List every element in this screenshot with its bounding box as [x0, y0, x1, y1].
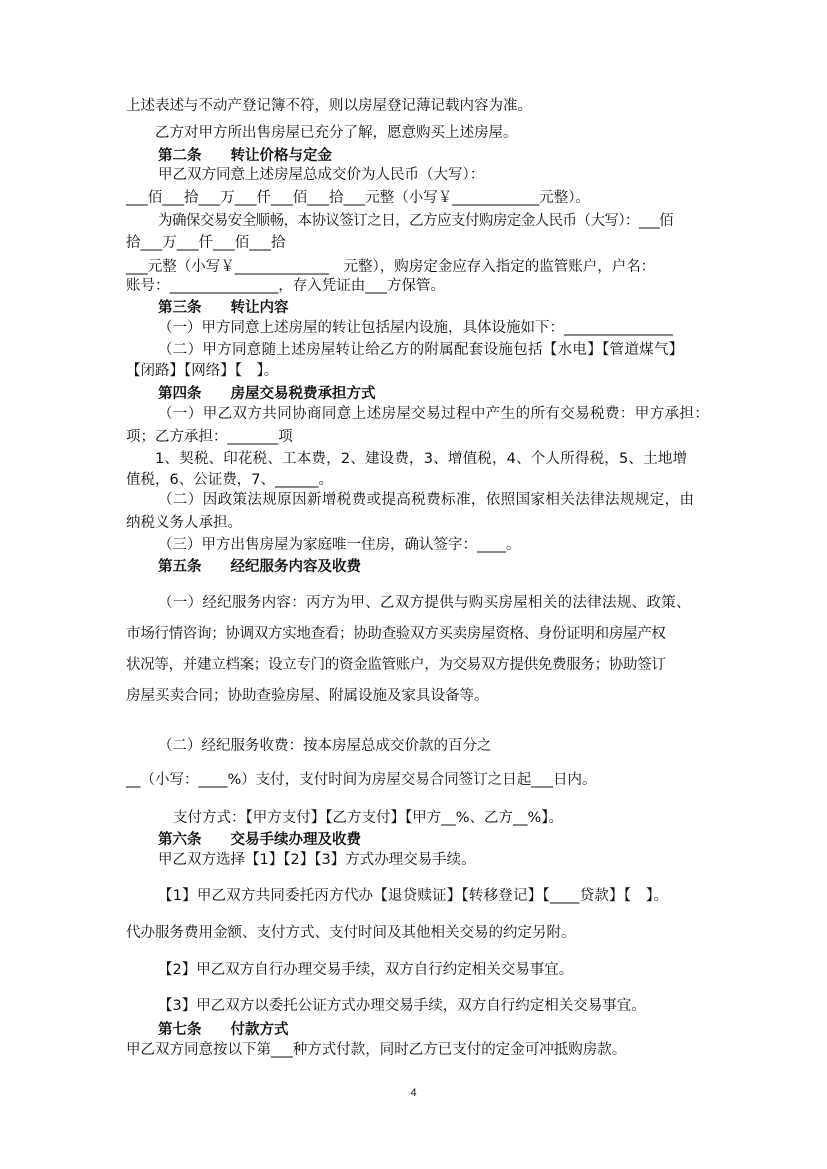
text-line: 上述表述与不动产登记簿不符，则以房屋登记薄记载内容为准。 — [126, 98, 532, 114]
text-line: 【3】甲乙双方以委托公证方式办理交易手续，双方自行约定相关交易事宜。 — [158, 998, 646, 1014]
text-line: （二）因政策法规原因新增税费或提高税费标准，依照国家相关法律法规规定，由 — [158, 492, 695, 508]
article-heading: 第五条 经纪服务内容及收费 — [158, 559, 361, 575]
article-heading: 第六条 交易手续办理及收费 — [158, 832, 361, 848]
text-line: ___佰___拾___万___仟___佰___拾___元整（小写￥____________元整）。 — [126, 190, 590, 206]
text-line: 甲乙双方同意按以下第___种方式付款，同时乙方已支付的定金可冲抵购房款。 — [126, 1042, 627, 1058]
page-number: 4 — [410, 1087, 417, 1099]
text-line: （二）甲方同意随上述房屋转让给乙方的附属配套设施包括【水电】【管道煤气】 — [158, 342, 684, 358]
article-heading: 第七条 付款方式 — [158, 1022, 289, 1038]
article-heading: 第四条 房屋交易税费承担方式 — [158, 386, 376, 402]
text-line: （一）甲乙双方共同协商同意上述房屋交易过程中产生的所有交易税费：甲方承担： — [158, 406, 710, 422]
text-line: __（小写：____%）支付，支付时间为房屋交易合同签订之日起___日内。 — [126, 772, 597, 788]
text-line: 账号：_______________，存入凭证由___方保管。 — [126, 278, 445, 294]
text-line: 拾___万___仟___佰___拾 — [126, 235, 286, 251]
text-line: 为确保交易安全顺畅，本协议签订之日，乙方应支付购房定金人民币（大写）：___佰 — [158, 213, 674, 229]
text-line: （一）甲方同意上述房屋的转让包括屋内设施，具体设施如下：_______________ — [158, 320, 673, 336]
article-heading: 第三条 转让内容 — [158, 300, 289, 316]
text-line: 【闭路】【网络】【 】。 — [126, 363, 279, 379]
text-line: （一）经纪服务内容：丙方为甲、乙双方提供与购买房屋相关的法律法规、政策、 — [158, 595, 691, 611]
text-line: 乙方对甲方所出售房屋已充分了解，愿意购买上述房屋。 — [155, 125, 518, 141]
text-line: ___元整（小写￥_____________ 元整），购房定金应存入指定的监管账户，户名： — [126, 259, 656, 275]
text-line: 【2】甲乙双方自行办理交易手续，双方自行约定相关交易事宜。 — [158, 962, 574, 978]
text-line: 房屋买卖合同；协助查验房屋、附属设施及家具设备等。 — [126, 688, 489, 704]
text-line: 纳税义务人承担。 — [126, 515, 242, 531]
text-line: （三）甲方出售房屋为家庭唯一住房，确认签字：____。 — [158, 537, 521, 553]
article-heading: 第二条 转让价格与定金 — [158, 148, 332, 164]
text-line: 代办服务费用金额、支付方式、支付时间及其他相关交易的约定另附。 — [126, 925, 576, 941]
text-line: 【1】甲乙双方共同委托丙方代办【退贷赎证】【转移登记】【____贷款】【 】。 — [158, 888, 669, 904]
text-line: 市场行情咨询；协调双方实地查看；协助查验双方买卖房屋资格、身份证明和房屋产权 — [126, 626, 666, 642]
text-line: 1、契税、印花税、工本费，2、建设费，3、增值税，4、个人所得税，5、土地增 — [155, 451, 688, 467]
text-line: 支付方式：【甲方支付】【乙方支付】【甲方__%、乙方__%】。 — [173, 810, 564, 826]
text-line: 项；乙方承担：_______项 — [126, 429, 293, 445]
text-line: 状况等，并建立档案；设立专门的资金监管账户，为交易双方提供免费服务；协助签订 — [126, 657, 666, 673]
text-line: 值税，6、公证费，7、______。 — [126, 472, 333, 488]
text-line: （二）经纪服务收费：按本房屋总成交价款的百分之 — [158, 738, 492, 754]
text-line: 甲乙双方选择【1】【2】【3】方式办理交易手续。 — [158, 852, 476, 868]
text-line: 甲乙双方同意上述房屋总成交价为人民币（大写）： — [158, 167, 485, 183]
